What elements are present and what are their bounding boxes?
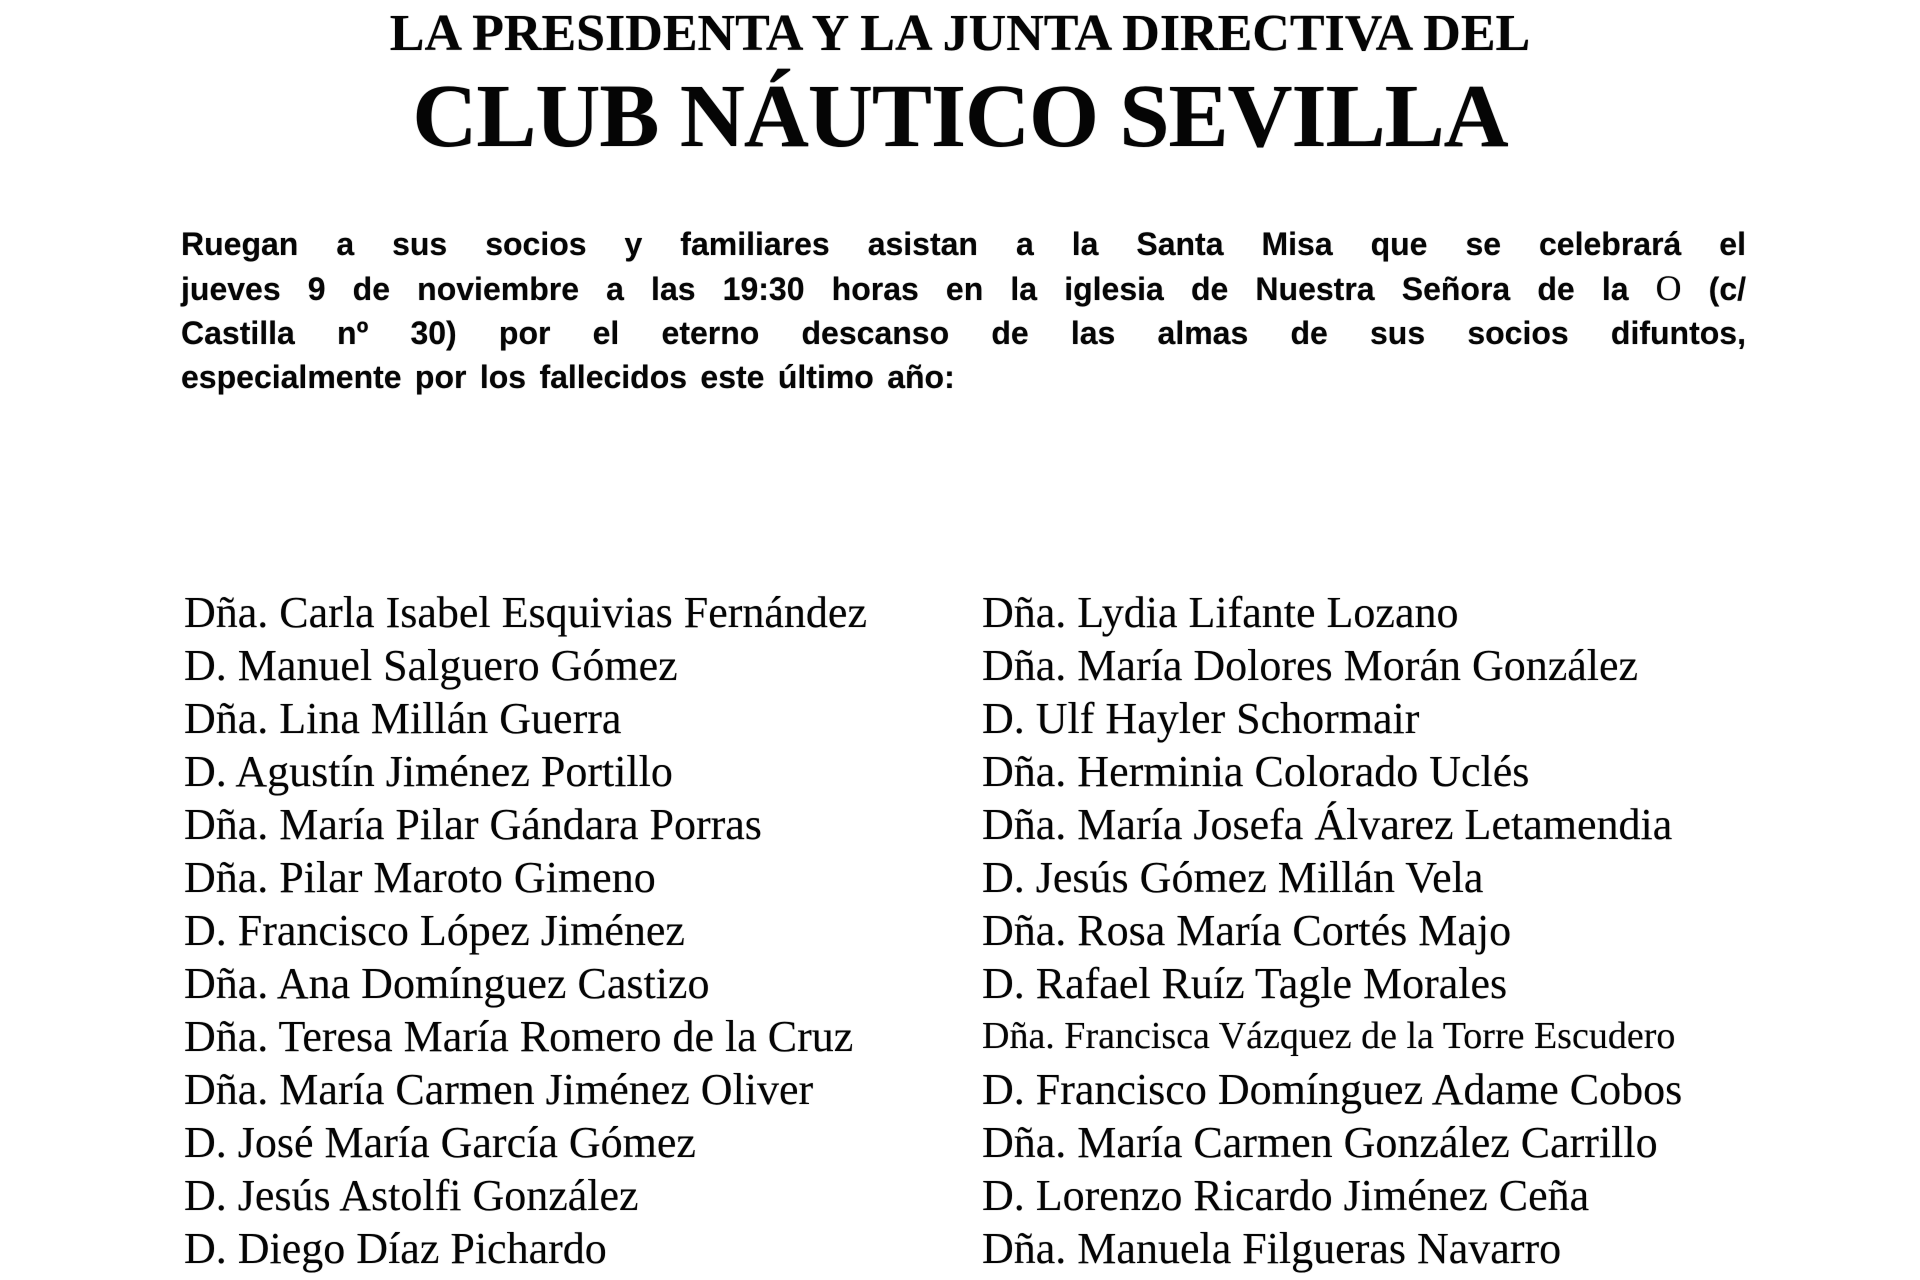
deceased-name: Dña. María Josefa Álvarez Letamendia xyxy=(982,800,1673,849)
announcement-line-1: Ruegan a sus socios y familiares asistan a la Santa Misa que se celebrará el xyxy=(181,226,1746,262)
deceased-name: D. Manuel Salguero Gómez xyxy=(184,641,678,690)
deceased-name: Dña. Rosa María Cortés Majo xyxy=(982,906,1512,955)
deceased-name: D. Francisco Domínguez Adame Cobos xyxy=(982,1065,1683,1114)
deceased-name: Dña. Manuela Filgueras Navarro xyxy=(982,1224,1562,1273)
announcement-line-2-text: jueves 9 de noviembre a las 19:30 horas en la iglesia de Nuestra Señora de la xyxy=(181,271,1629,307)
deceased-name: Dña. María Carmen González Carrillo xyxy=(982,1118,1658,1167)
deceased-name: D. Francisco López Jiménez xyxy=(184,906,685,955)
deceased-name: D. José María García Gómez xyxy=(184,1118,696,1167)
deceased-name: Dña. Carla Isabel Esquivias Fernández xyxy=(184,588,867,637)
deceased-name: D. Agustín Jiménez Portillo xyxy=(184,747,673,796)
announcement-line-3: Castilla nº 30) por el eterno descanso de las almas de sus socios difuntos, xyxy=(181,315,1746,351)
deceased-name: D. Rafael Ruíz Tagle Morales xyxy=(982,959,1508,1008)
deceased-names-column-right xyxy=(982,586,1682,1275)
deceased-name: Dña. María Dolores Morán González xyxy=(982,641,1639,690)
deceased-name: Dña. Ana Domínguez Castizo xyxy=(184,959,710,1008)
page-title-line1: LA PRESIDENTA Y LA JUNTA DIRECTIVA DEL xyxy=(389,5,1531,62)
announcement-paragraph xyxy=(181,222,1746,399)
deceased-name: Dña. María Carmen Jiménez Oliver xyxy=(184,1065,814,1114)
announcement-line-4: especialmente por los fallecidos este último año: xyxy=(181,359,955,395)
deceased-name: Dña. Lydia Lifante Lozano xyxy=(982,588,1459,637)
deceased-name: Dña. Lina Millán Guerra xyxy=(184,694,622,743)
deceased-name: D. Lorenzo Ricardo Jiménez Ceña xyxy=(982,1171,1590,1220)
page-title-club-name: CLUB NÁUTICO SEVILLA xyxy=(412,67,1508,166)
senora-de-la-o-letter: O xyxy=(1655,268,1682,308)
announcement-line-2 xyxy=(181,266,1746,311)
deceased-name: D. Diego Díaz Pichardo xyxy=(184,1224,607,1273)
announcement-line-2-suffix: (c/ xyxy=(1708,271,1747,307)
deceased-name: D. Ulf Hayler Schormair xyxy=(982,694,1420,743)
deceased-name: Dña. Pilar Maroto Gimeno xyxy=(184,853,656,902)
deceased-names-column-left xyxy=(184,586,867,1275)
deceased-name: Dña. Francisca Vázquez de la Torre Escudero xyxy=(982,1015,1676,1057)
deceased-name: D. Jesús Gómez Millán Vela xyxy=(982,853,1484,902)
deceased-name: Dña. Teresa María Romero de la Cruz xyxy=(184,1012,854,1061)
deceased-name: Dña. María Pilar Gándara Porras xyxy=(184,800,762,849)
deceased-name: Dña. Herminia Colorado Uclés xyxy=(982,747,1530,796)
deceased-name: D. Jesús Astolfi González xyxy=(184,1171,639,1220)
